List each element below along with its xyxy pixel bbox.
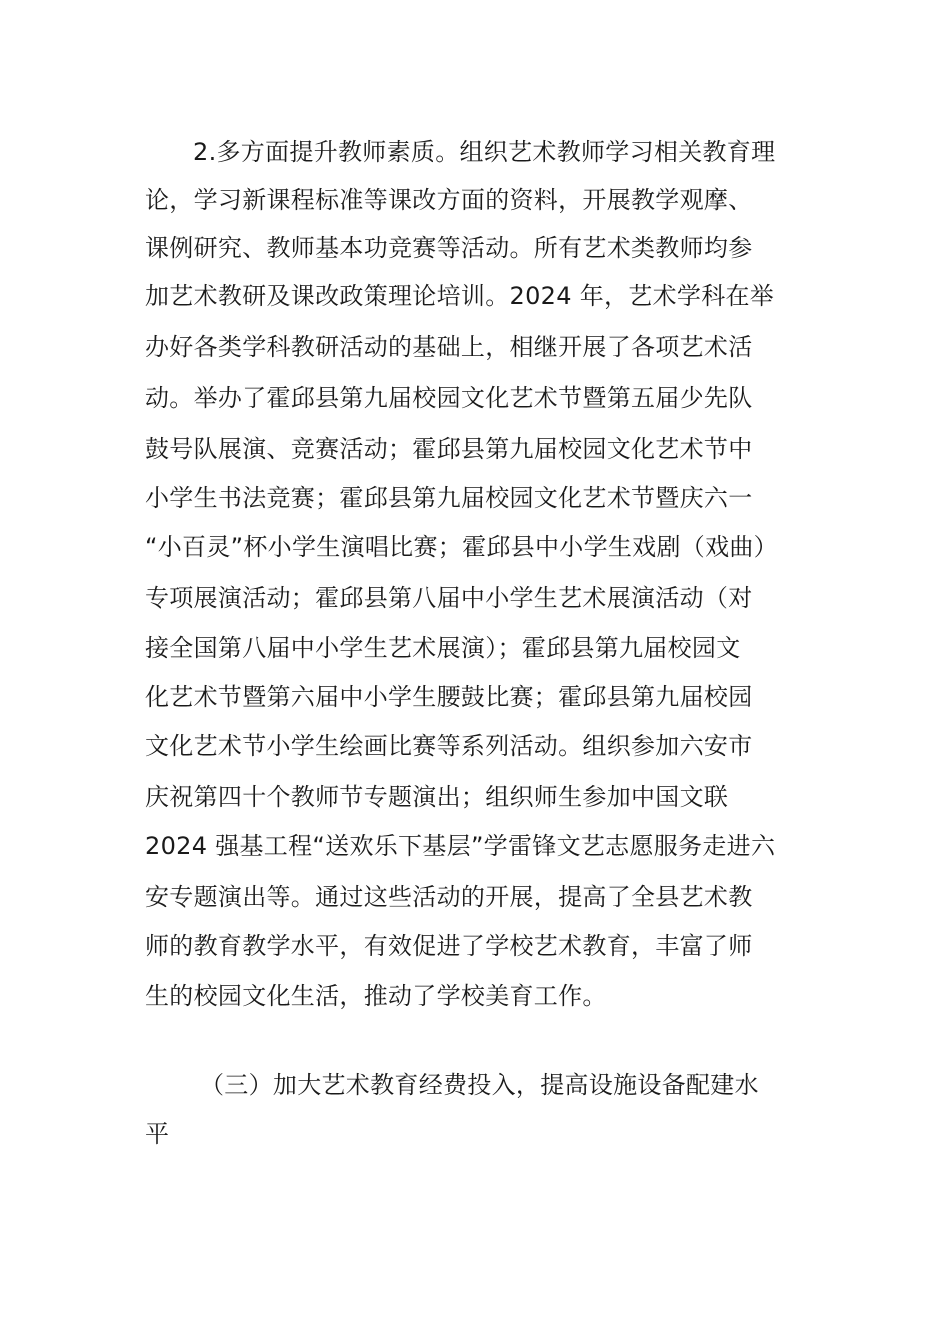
- paragraph-line: 文化艺术节小学生绘画比赛等系列活动。组织参加六安市: [145, 732, 753, 760]
- paragraph-line: 鼓号队展演、竞赛活动；霍邱县第九届校园文化艺术节中: [145, 435, 753, 463]
- paragraph-line: 论，学习新课程标准等课改方面的资料，开展教学观摩、: [145, 186, 753, 214]
- heading-line: 平: [145, 1120, 170, 1148]
- paragraph-line: 动。举办了霍邱县第九届校园文化艺术节暨第五届少先队: [145, 384, 753, 412]
- paragraph-line: 安专题演出等。通过这些活动的开展，提高了全县艺术教: [145, 883, 753, 911]
- paragraph-line: 小学生书法竞赛；霍邱县第九届校园文化艺术节暨庆六一: [145, 484, 753, 512]
- paragraph-line: 2024 强基工程“送欢乐下基层”学雷锋文艺志愿服务走进六: [145, 832, 776, 860]
- paragraph-line: 课例研究、教师基本功竞赛等活动。所有艺术类教师均参: [145, 234, 753, 262]
- paragraph-line: 师的教育教学水平，有效促进了学校艺术教育，丰富了师: [145, 932, 753, 960]
- paragraph-line: 加艺术教研及课改政策理论培训。2024 年，艺术学科在举: [145, 282, 775, 310]
- paragraph-line: “小百灵”杯小学生演唱比赛；霍邱县中小学生戏剧（戏曲）: [145, 533, 778, 561]
- paragraph-line: 办好各类学科教研活动的基础上，相继开展了各项艺术活: [145, 333, 753, 361]
- heading-line: （三）加大艺术教育经费投入，提高设施设备配建水: [200, 1071, 759, 1099]
- paragraph-line: 生的校园文化生活，推动了学校美育工作。: [145, 982, 607, 1010]
- paragraph-line: 化艺术节暨第六届中小学生腰鼓比赛；霍邱县第九届校园: [145, 683, 753, 711]
- paragraph-line: 专项展演活动；霍邱县第八届中小学生艺术展演活动（对: [145, 584, 753, 612]
- paragraph-line: 2.多方面提升教师素质。组织艺术教师学习相关教育理: [193, 138, 776, 166]
- paragraph-line: 接全国第八届中小学生艺术展演）；霍邱县第九届校园文: [145, 634, 741, 662]
- paragraph-line: 庆祝第四十个教师节专题演出；组织师生参加中国文联: [145, 783, 729, 811]
